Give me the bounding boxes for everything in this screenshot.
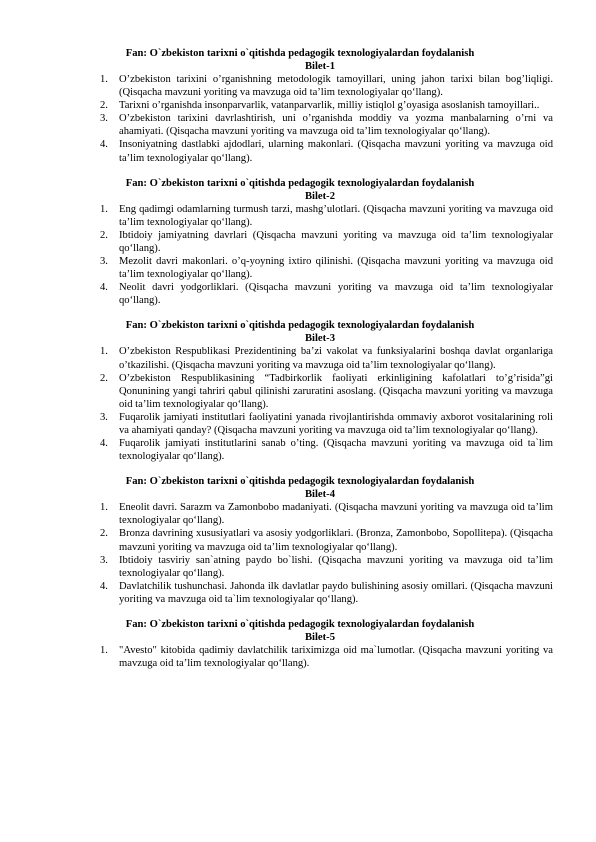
ticket-title: Fan: O`zbekiston tarixni o`qitishda pedagogik texnologiyalardan foydalanish — [125, 177, 475, 189]
question-number: 1. — [100, 502, 108, 514]
ticket-title: Fan: O`zbekiston tarixni o`qitishda pedagogik texnologiyalardan foydalanish — [125, 619, 475, 630]
ticket-number: Bilet-1 — [304, 61, 335, 72]
question-number: 3. — [100, 256, 108, 268]
question-item — [100, 527, 553, 553]
question-text: Insoniyatning dastlabki ajdodlari, ularning makonlari. (Qisqacha mavzuni yoriting va mavzuga oid ta’lim texnologiyalar qo‘llang). — [119, 139, 553, 164]
ticket-3 — [0, 319, 596, 463]
ticket-title: Fan: O`zbekiston tarixni o`qitishda pedagogik texnologiyalardan foydalanish — [125, 476, 475, 488]
question-text: O’zbekiston Respublikasining “Tadbirkorlik faoliyati erkinligining kafolatlari to’g’risida”gi Qonunining yangi tahriri qabul qilinishi zaruratini asoslang. (Qisqacha mavzuni yoriting va mavzuga oid ta’lim texnologiyalar qo‘llang). — [119, 372, 553, 410]
question-text: Eneolit davri. Sarazm va Zamonbobo madaniyati. (Qisqacha mavzuni yoriting va mavzuga oid ta’lim texnologiyalar qo‘llang). — [119, 502, 553, 527]
question-item — [100, 281, 553, 307]
question-number: 1. — [100, 203, 108, 215]
question-text: O’zbekiston tarixini davrlashtirish, uni o’rganishda moddiy va yozma manbalarning o’rni va ahamiyati. (Qisqacha mavzuni yoriting va mavzuga oid ta’lim texnologiyalar qo‘llang). — [119, 113, 553, 138]
question-item — [100, 229, 553, 255]
question-text: Tarixni o’rganishda insonparvarlik, vatanparvarlik, milliy istiqlol g’oyasiga asoslanish tamoyillari.. — [119, 100, 540, 112]
question-list — [0, 501, 596, 606]
question-item — [100, 255, 553, 281]
ticket-number: Bilet-5 — [304, 632, 335, 643]
question-list — [0, 345, 596, 463]
question-item — [100, 437, 553, 463]
question-text: Fuqarolik jamiyati institutlarini sanab o’ting. (Qisqacha mavzuni yoriting va mavzuga oid ta`lim texnologiyalar qo‘llang). — [119, 438, 553, 463]
question-item — [100, 203, 553, 229]
question-item — [100, 554, 553, 580]
question-item — [100, 112, 553, 138]
question-list — [0, 203, 596, 308]
question-text: "Avesto" kitobida qadimiy davlatchilik tariximizga oid ma`lumotlar. (Qisqacha mavzuni yoriting va mavzuga oid ta’lim texnologiyalar qo‘llang). — [119, 645, 553, 670]
ticket-number: Bilet-3 — [304, 333, 335, 345]
document-page — [0, 47, 596, 682]
question-item — [100, 411, 553, 437]
ticket-4 — [0, 475, 596, 606]
question-number: 4. — [100, 438, 108, 450]
question-number: 2. — [100, 100, 108, 112]
question-text: Bronza davrining xususiyatlari va asosiy yodgorliklari. (Bronza, Zamonbobo, Sopollitepa). (Qisqacha mavzuni yoriting va mavzuga oid ta’lim texnologiyalar qo‘llang). — [119, 528, 553, 553]
ticket-title: Fan: O`zbekiston tarixni o`qitishda pedagogik texnologiyalardan foydalanish — [125, 320, 475, 332]
question-item — [100, 99, 553, 112]
ticket-5 — [0, 618, 596, 670]
ticket-number: Bilet-4 — [304, 489, 335, 501]
question-text: Neolit davri yodgorliklari. (Qisqacha mavzuni yoriting va mavzuga oid ta’lim texnologiyalar qo‘llang). — [119, 282, 553, 307]
ticket-2 — [0, 177, 596, 308]
question-text: Eng qadimgi odamlarning turmush tarzi, mashg’ulotlari. (Qisqacha mavzuni yoriting va mavzuga oid ta’lim texnologiyalar qo‘llang). — [119, 203, 553, 228]
question-text: Ibtidoiy jamiyatning davrlari (Qisqacha mavzuni yoriting va mavzuga oid ta’lim texnologiyalar qo‘llang). — [119, 229, 553, 254]
question-number: 4. — [100, 139, 108, 151]
question-text: Davlatchilik tushunchasi. Jahonda ilk davlatlar paydo bulishining asosiy omillari. (Qisqacha mavzuni yoriting va mavzuga oid ta`lim texnologiyalar qo‘llang). — [119, 580, 553, 605]
ticket-number: Bilet-2 — [304, 190, 335, 202]
question-text: O’zbekiston Respublikasi Prezidentining ba’zi vakolat va funksiyalarini boshqa davlat organlariga o’tkazilishi. (Qisqacha mavzuni yoriting va mavzuga oid ta’lim texnologiyalar qo‘llang). — [119, 346, 553, 371]
question-item — [100, 580, 553, 606]
question-number: 3. — [100, 113, 108, 125]
question-item — [100, 138, 553, 164]
question-item — [100, 73, 553, 99]
question-number: 4. — [100, 282, 108, 294]
question-text: O’zbekiston tarixini o’rganishning metodologik tamoyillari, uning jahon tarixi bilan bog’liqligi. (Qisqacha mavzuni yoriting va mavzuga oid ta’lim texnologiyalar qo‘llang). — [119, 74, 553, 99]
ticket-1 — [0, 47, 596, 165]
question-number: 4. — [100, 580, 108, 592]
question-text: Fuqarolik jamiyati institutlari faoliyatini yanada rivojlantirishda ommaviy axborot vositalarining roli va ahamiyati qanday? (Qisqacha mavzuni yoriting va mavzuga oid ta’lim texnologiyalar qo‘llang). — [119, 411, 553, 436]
question-number: 2. — [100, 229, 108, 241]
question-list — [0, 644, 596, 670]
question-item — [100, 501, 553, 527]
question-number: 2. — [100, 372, 108, 384]
question-list — [0, 73, 596, 165]
question-text: Mezolit davri makonlari. o’q-yoyning ixtiro qilinishi. (Qisqacha mavzuni yoriting va mavzuga oid ta’lim texnologiyalar qo‘llang). — [119, 256, 553, 281]
question-number: 1. — [100, 645, 108, 656]
question-text: Ibtidoiy tasviriy san`atning paydo bo`lishi. (Qisqacha mavzuni yoriting va mavzuga oid ta’lim texnologiyalar qo‘llang). — [119, 554, 553, 579]
question-number: 1. — [100, 74, 108, 85]
question-item — [100, 372, 553, 411]
question-number: 2. — [100, 528, 108, 540]
question-number: 3. — [100, 411, 108, 423]
question-item — [100, 345, 553, 371]
question-number: 1. — [100, 346, 108, 358]
question-number: 3. — [100, 554, 108, 566]
question-item — [100, 644, 553, 670]
ticket-title: Fan: O`zbekiston tarixni o`qitishda pedagogik texnologiyalardan foydalanish — [125, 48, 475, 59]
